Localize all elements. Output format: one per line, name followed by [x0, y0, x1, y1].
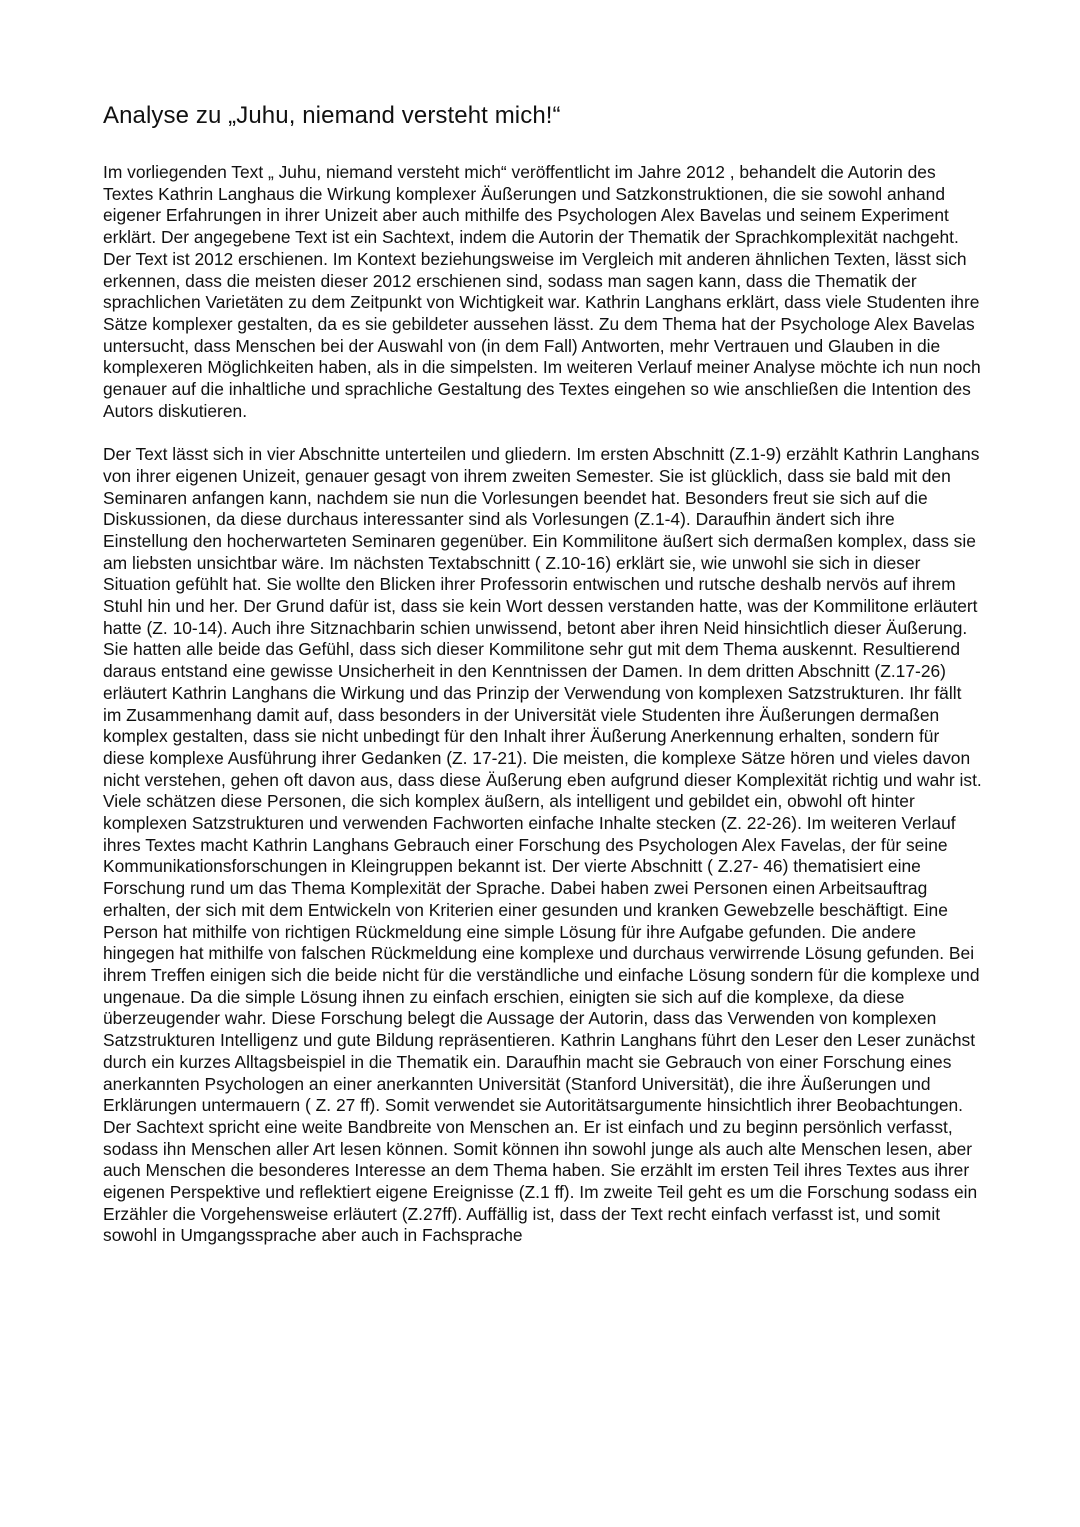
document-page	[103, 100, 983, 1247]
document-title: Analyse zu „Juhu, niemand versteht mich!“	[103, 102, 561, 129]
paragraph-introduction: Im vorliegenden Text „ Juhu, niemand versteht mich“ veröffentlicht im Jahre 2012 , behandelt die Autorin des Textes Kathrin Langhaus die Wirkung komplexer Äußerungen und Satzkonstruktionen, die sie sowohl anhand eigener Erfahrungen in ihrer Unizeit aber auch mithilfe des Psychologen Alex Bavelas und seinem Experiment erklärt. Der angegebene Text ist ein Sachtext, indem die Autorin der Thematik der Sprachkomplexität nachgeht. Der Text ist 2012 erschienen. Im Kontext beziehungsweise im Vergleich mit anderen ähnlichen Texten, lässt sich erkennen, dass die meisten dieser 2012 erschienen sind, sodass man sagen kann, dass die Thematik der sprachlichen Varietäten zu dem Zeitpunkt von Wichtigkeit war. Kathrin Langhans erklärt, dass viele Studenten ihre Sätze komplexer gestalten, da es sie gebildeter aussehen lässt. Zu dem Thema hat der Psychologe Alex Bavelas untersucht, dass Menschen bei der Auswahl von (in dem Fall) Antworten, mehr Vertrauen und Glauben in die komplexeren Möglichkeiten haben, als in die simpelsten. Im weiteren Verlauf meiner Analyse möchte ich nun noch genauer auf die inhaltliche und sprachliche Gestaltung des Textes eingehen so wie anschließen die Intention des Autors diskutieren.	[103, 162, 981, 421]
paragraph-analysis: Der Text lässt sich in vier Abschnitte unterteilen und gliedern. Im ersten Abschnitt (Z.1-9) erzählt Kathrin Langhans von ihrer eigenen Unizeit, genauer gesagt von ihrem zweiten Semester. Sie ist glücklich, dass sie bald mit den Seminaren anfangen kann, nachdem sie nun die Vorlesungen beendet hat. Besonders freut sie sich auf die Diskussionen, da diese durchaus interessanter sind als Vorlesungen (Z.1-4). Daraufhin ändert sich ihre Einstellung den hocherwarteten Seminaren gegenüber. Ein Kommilitone äußert sich dermaßen komplex, dass sie am liebsten unsichtbar wäre. Im nächsten Textabschnitt ( Z.10-16) erklärt sie, wie unwohl sie sich in dieser Situation gefühlt hat. Sie wollte den Blicken ihrer Professorin entwischen und rutsche deshalb nervös auf ihrem Stuhl hin und her. Der Grund dafür ist, dass sie kein Wort dessen verstanden hatte, was der Kommilitone erläutert hatte (Z. 10-14). Auch ihre Sitznachbarin schien unwissend, betont aber ihren Neid hinsichtlich dieser Äußerung. Sie hatten alle beide das Gefühl, dass sich dieser Kommilitone sehr gut mit dem Thema auskennt. Resultierend daraus entstand eine gewisse Unsicherheit in den Kenntnissen der Damen. In dem dritten Abschnitt (Z.17-26) erläutert Kathrin Langhans die Wirkung und das Prinzip der Verwendung von komplexen Satzstrukturen. Ihr fällt im Zusammenhang damit auf, dass besonders in der Universität viele Studenten ihre Äußerungen dermaßen komplex gestalten, dass sie nicht unbedingt für den Inhalt ihrer Äußerung Anerkennung erhalten, sondern für diese komplexe Ausführung ihrer Gedanken (Z. 17-21). Die meisten, die komplexe Sätze hören und vieles davon nicht verstehen, gehen oft davon aus, dass diese Äußerung eben aufgrund dieser Komplexität richtig und wahr ist. Viele schätzen diese Personen, die sich komplex äußern, als intelligent und gebildet ein, obwohl oft hinter komplexen Satzstrukturen und verwenden Fachworten einfache Inhalte stecken (Z. 22-26). Im weiteren Verlauf ihres Textes macht Kathrin Langhans Gebrauch einer Forschung des Psychologen Alex Favelas, der für seine Kommunikationsforschungen in Kleingruppen bekannt ist. Der vierte Abschnitt ( Z.27- 46) thematisiert eine Forschung rund um das Thema Komplexität der Sprache. Dabei haben zwei Personen einen Arbeitsauftrag erhalten, der sich mit dem Entwickeln von Kriterien einer gesunden und kranken Gewebzelle beschäftigt. Eine Person hat mithilfe von richtigen Rückmeldung eine simple Lösung für ihre Aufgabe gefunden. Die andere hingegen hat mithilfe von falschen Rückmeldung eine komplexe und durchaus verwirrende Lösung gefunden. Bei ihrem Treffen einigen sich die beide nicht für die verständliche und einfache Lösung sondern für die komplexe und ungenaue. Da die simple Lösung ihnen zu einfach erschien, einigten sie sich auf die komplexe, da diese überzeugender wahr. Diese Forschung belegt die Aussage der Autorin, dass das Verwenden von komplexen Satzstrukturen Intelligenz und gute Bildung repräsentieren. Kathrin Langhans führt den Leser den Leser zunächst durch ein kurzes Alltagsbeispiel in die Thematik ein. Daraufhin macht sie Gebrauch von einer Forschung eines anerkannten Psychologen an einer anerkannten Universität (Stanford Universität), die ihre Äußerungen und Erklärungen untermauern ( Z. 27 ff). Somit verwendet sie Autoritätsargumente hinsichtlich ihrer Beobachtungen. Der Sachtext spricht eine weite Bandbreite von Menschen an. Er ist einfach und zu beginn persönlich verfasst, sodass ihn Menschen aller Art lesen können. Somit können ihn sowohl junge als auch alte Menschen lesen, aber auch Menschen die besonderes Interesse an dem Thema haben. Sie erzählt im ersten Teil ihres Textes aus ihrer eigenen Perspektive und reflektiert eigene Ereignisse (Z.1 ff). Im zweite Teil geht es um die Forschung sodass ein Erzähler die Vorgehensweise erläutert (Z.27ff). Auffällig ist, dass der Text recht einfach verfasst ist, und somit sowohl in Umgangssprache aber auch in Fachsprache	[103, 444, 982, 1246]
